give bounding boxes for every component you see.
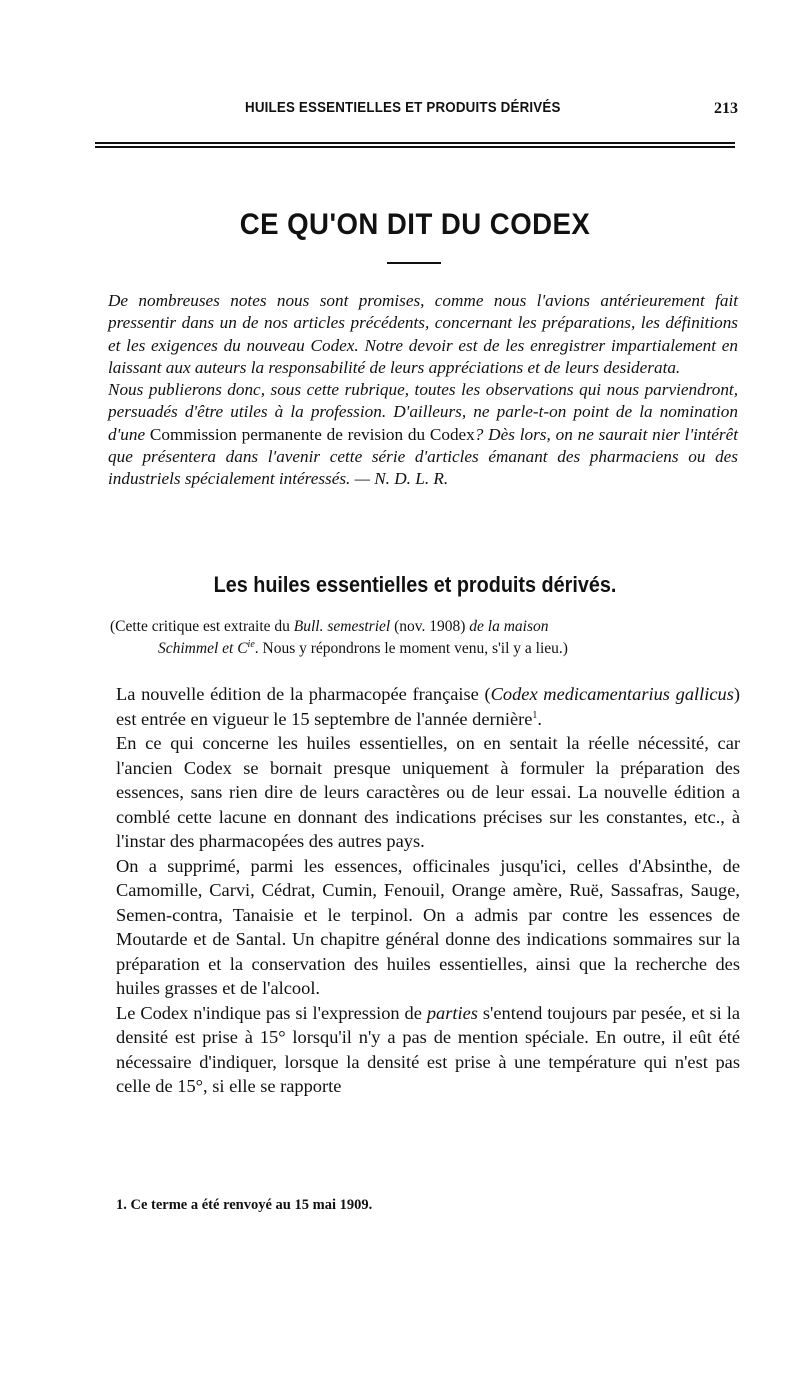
editorial-intro [108, 290, 738, 491]
article-body [116, 682, 740, 1099]
body-paragraph-2: En ce qui concerne les huiles essentielles, on en sentait la réelle nécessité, car l'ancien Codex se bornait presque uniquement à formuler la préparation des essences, sans rien dire de leurs caractères ou de leur essai. La nouvelle édition a comblé cette lacune en donnant des indications précises sur les constantes, etc., à l'instar des pharmacopées des autres pays. [116, 733, 740, 851]
intro-p2-part-a: Nous publierons donc, sous cette rubrique, toutes les observations qui nous parviendront, persuadés d'être utiles à la profession. D'ailleurs, ne parle-t-on point de la nomination d'une [108, 380, 738, 444]
page-number: 213 [714, 100, 738, 117]
note-part-d: de la maison [469, 618, 549, 635]
footnote: 1. Ce terme a été renvoyé au 15 mai 1909. [116, 1197, 373, 1213]
article-title: CE QU'ON DIT DU CODEX [239, 208, 591, 241]
body-paragraph-3: On a supprimé, parmi les essences, officinales jusqu'ici, celles d'Absinthe, de Camomille, Carvi, Cédrat, Cumin, Fenouil, Orange amère, Ruë, Sassafras, Sauge, Semen-contra, Tanaisie et le terpinol. On a admis par contre les essences de Moutarde et de Santal. Un chapitre général donne des indications sommaires sur la préparation et la conservation des huiles essentielles, ainsi que la recherche des huiles grasses et de l'alcool. [116, 855, 740, 998]
source-note [110, 616, 730, 660]
body-p4-a: Le Codex n'indique pas si l'expression de [116, 1002, 422, 1023]
body-paragraph-1 [116, 682, 740, 731]
footnote-ref: 1 [532, 709, 538, 721]
body-p1-a: La nouvelle édition de la pharmacopée française ( [116, 684, 491, 704]
note-company: Schimmel et C [158, 640, 248, 657]
running-head: HUILES ESSENTIELLES ET PRODUITS DÉRIVÉS [245, 100, 561, 116]
section-title: Les huiles essentielles et produits dérivés. [213, 572, 617, 597]
body-p4-c: s'entend toujours par pesée, et si la densité est prise à 15° lorsqu'il n'y a pas de mention spéciale. En outre, il eût été nécessaire d'indiquer, lorsque la densité est prise à une température qui n'est pas celle de 15°, si elle se rapporte [116, 1002, 740, 1096]
intro-paragraph-2 [108, 379, 738, 490]
note-company-sup: ie [247, 638, 255, 650]
intro-p2-part-c: ? Dès lors, on ne saurait nier l'intérêt que présentera dans l'avenir cette série d'articles émanant des pharmaciens ou des industriels spécialement intéressés. — N. D. L. R. [108, 424, 739, 489]
title-rule [387, 262, 441, 264]
body-p4-parties: parties [426, 1002, 478, 1023]
note-part-f: . Nous y répondrons le moment venu, s'il y a lieu.) [254, 640, 568, 657]
body-p1-d: . [537, 708, 543, 729]
body-p1-c: ) est entrée en vigueur le 15 septembre de l'année dernière [116, 684, 740, 729]
body-p1-codex-name: Codex medicamentarius gallicus [490, 684, 734, 704]
header-double-rule [95, 142, 735, 148]
note-date: (nov. 1908) [394, 618, 466, 635]
intro-p2-commission: Commission permanente de revision du Codex [149, 424, 475, 444]
body-paragraph-4 [116, 1001, 740, 1099]
intro-paragraph-1: De nombreuses notes nous sont promises, comme nous l'avions antérieurement fait pressentir dans un de nos articles précédents, concernant les préparations, les définitions et les exigences du nouveau Codex. Notre devoir est de les enregistrer impartialement en laissant aux auteurs la responsabilité de leurs appréciations et de leurs desiderata. [108, 291, 738, 377]
note-part-a: (Cette critique est extraite du [110, 618, 290, 635]
note-bulletin: Bull. semestriel [293, 618, 391, 635]
